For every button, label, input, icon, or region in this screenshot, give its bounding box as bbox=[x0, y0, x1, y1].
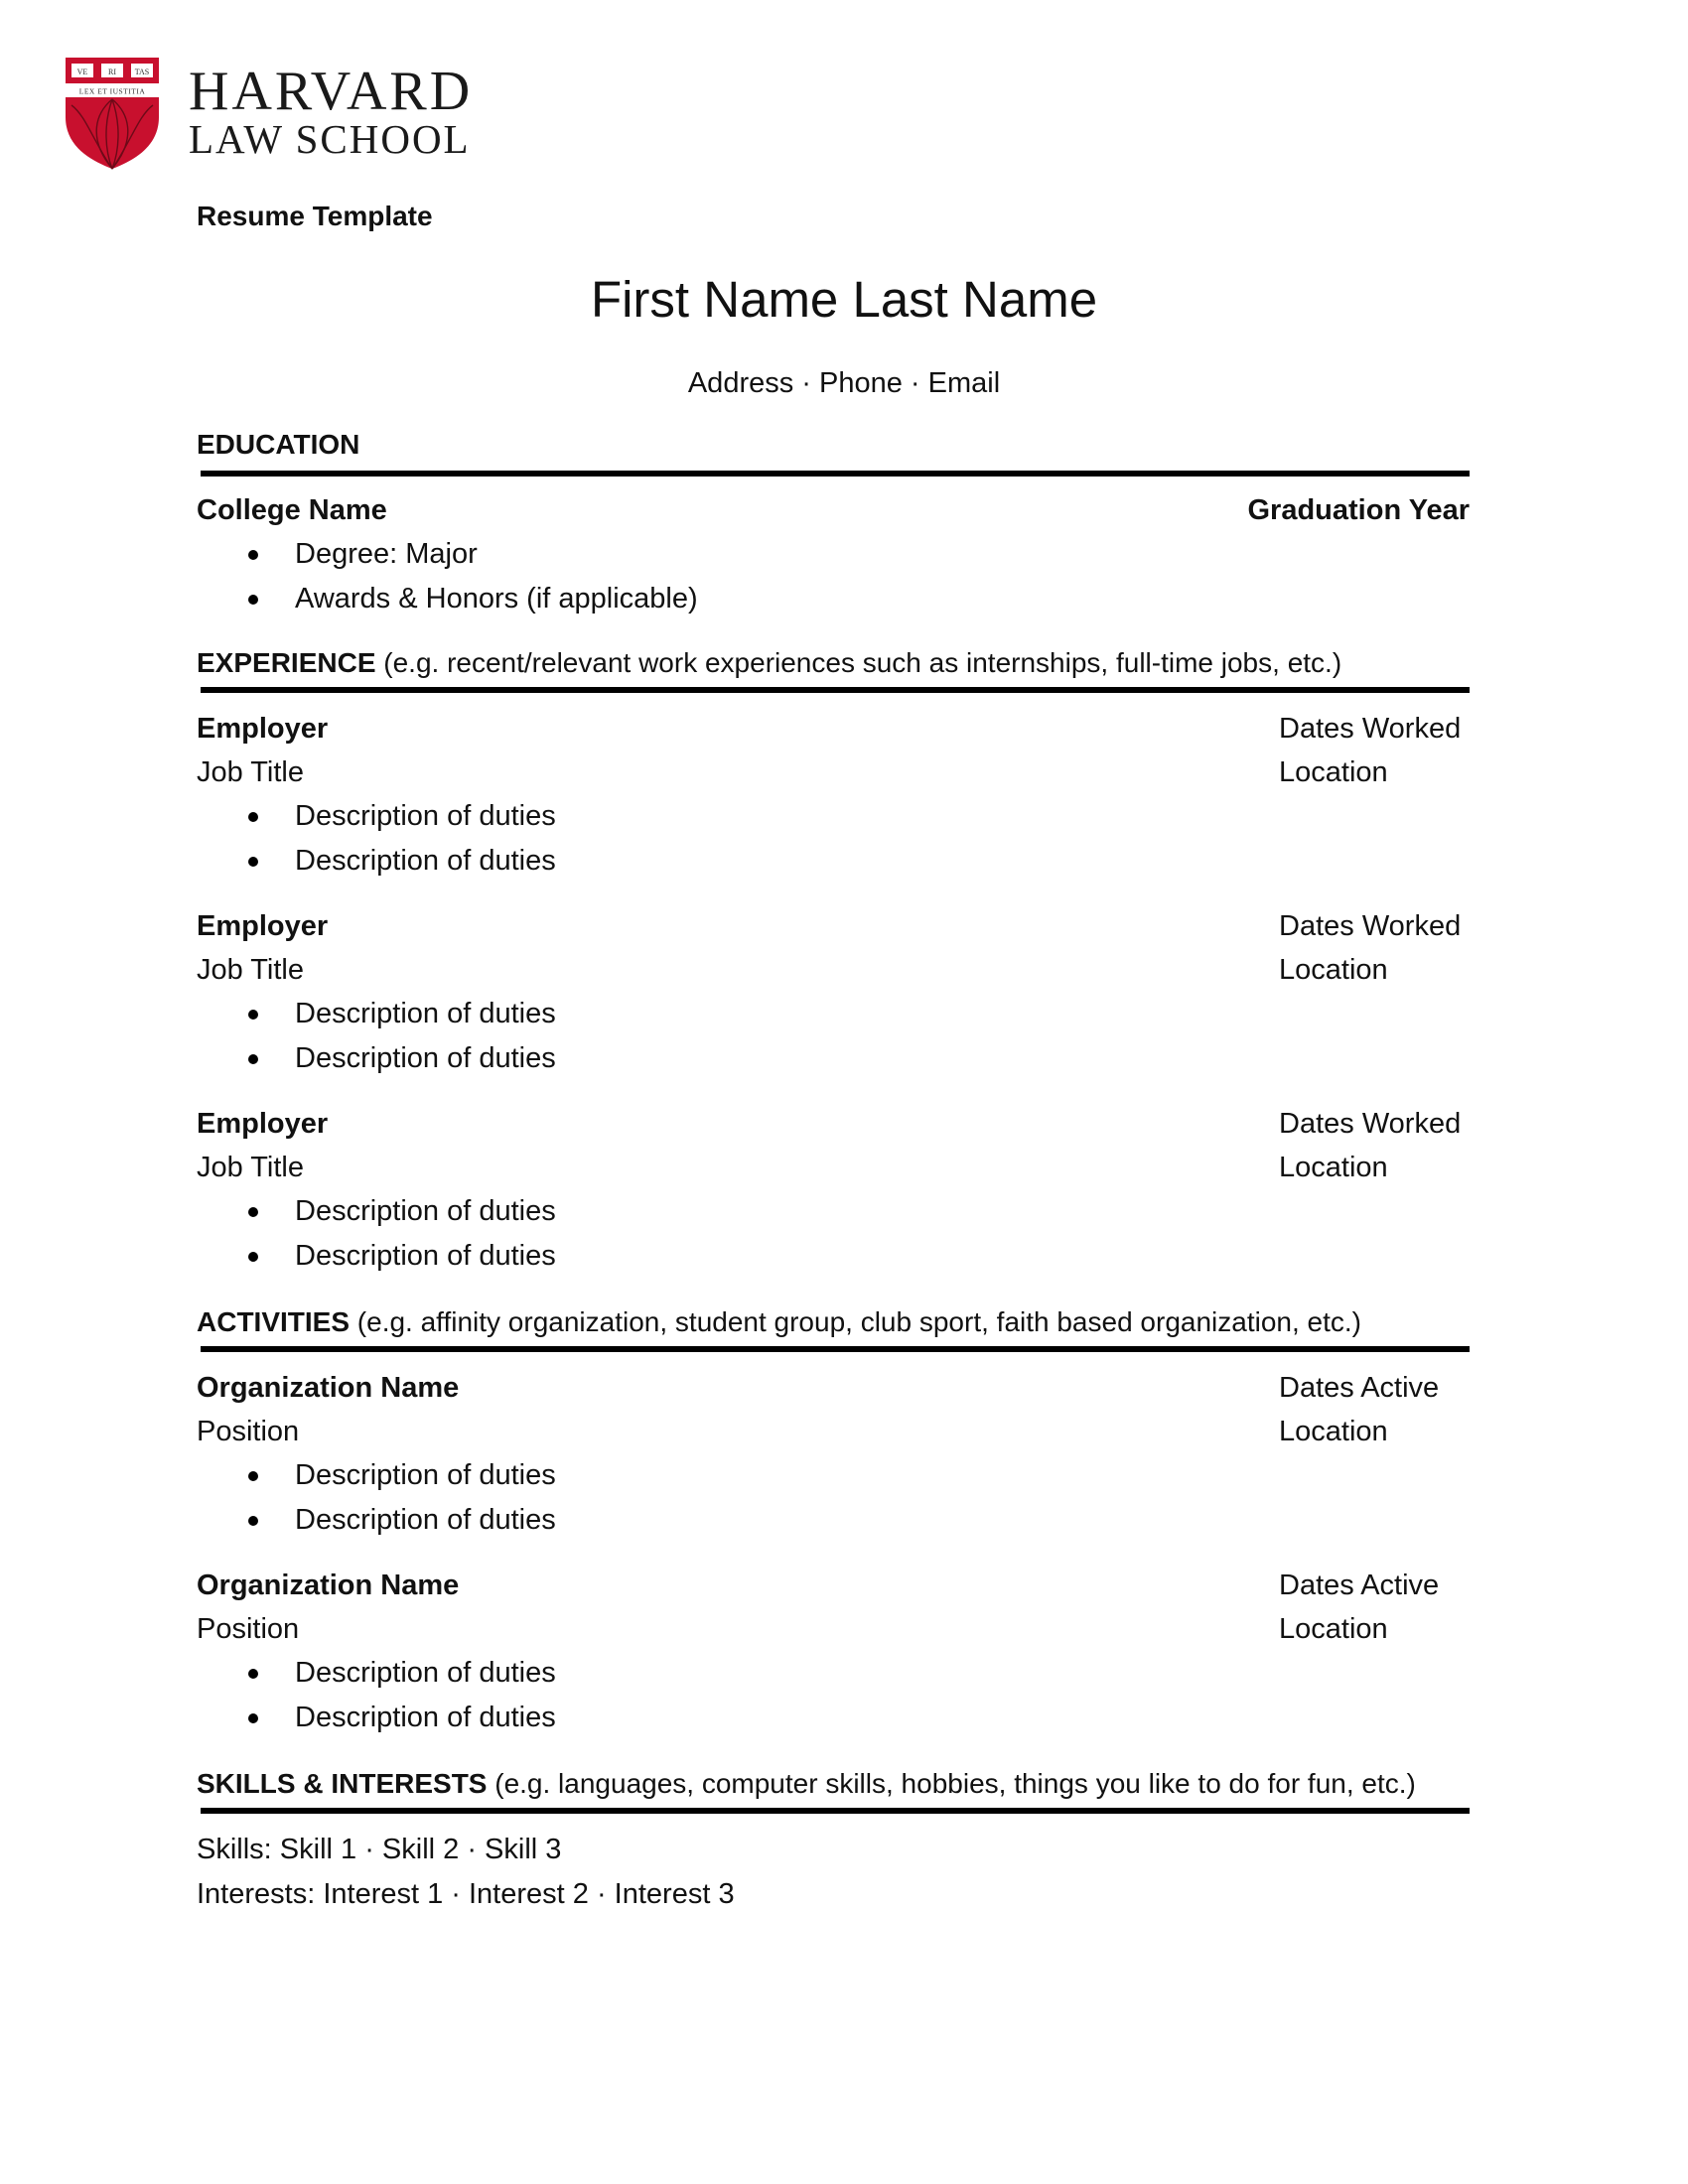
employer-name: Employer bbox=[197, 1108, 329, 1140]
location: Location bbox=[1279, 1416, 1388, 1447]
experience-entry bbox=[197, 904, 1470, 1081]
college-name: College Name bbox=[197, 494, 387, 526]
experience-entry bbox=[197, 707, 1470, 884]
dates-worked: Dates Worked bbox=[1279, 713, 1462, 745]
list-item: Description of duties bbox=[197, 1036, 1470, 1081]
job-title: Job Title bbox=[197, 1152, 304, 1183]
education-heading: EDUCATION bbox=[197, 429, 360, 460]
employer-name: Employer bbox=[197, 910, 329, 942]
organization-name: Organization Name bbox=[197, 1372, 460, 1404]
education-section bbox=[197, 429, 1470, 621]
logo-wordmark-law-school: LAW SCHOOL bbox=[189, 116, 471, 162]
list-item: Description of duties bbox=[197, 1651, 1470, 1696]
activities-heading: ACTIVITIES (e.g. affinity organization, student group, club sport, faith based organization, etc.) bbox=[197, 1306, 1361, 1337]
section-divider bbox=[201, 687, 1470, 693]
svg-text:RI: RI bbox=[108, 68, 116, 76]
logo-wordmark-harvard: HARVARD bbox=[189, 61, 474, 122]
graduation-year: Graduation Year bbox=[1247, 494, 1470, 526]
svg-text:TAS: TAS bbox=[134, 68, 150, 76]
list-item: Description of duties bbox=[197, 1498, 1470, 1543]
dates-active: Dates Active bbox=[1279, 1570, 1440, 1601]
location: Location bbox=[1279, 954, 1388, 986]
activities-section bbox=[197, 1306, 1470, 1740]
activity-entry bbox=[197, 1366, 1470, 1543]
location: Location bbox=[1279, 1613, 1388, 1645]
harvard-law-school-logo bbox=[64, 56, 473, 171]
skills-line: Skills: Skill 1 · Skill 2 · Skill 3 bbox=[197, 1834, 562, 1865]
position: Position bbox=[197, 1613, 300, 1645]
harvard-shield-icon bbox=[64, 56, 161, 171]
job-title: Job Title bbox=[197, 756, 304, 788]
svg-text:VE: VE bbox=[76, 68, 88, 76]
experience-heading: EXPERIENCE (e.g. recent/relevant work experiences such as internships, full-time jobs, etc.) bbox=[197, 647, 1342, 678]
dates-worked: Dates Worked bbox=[1279, 1108, 1462, 1140]
employer-name: Employer bbox=[197, 713, 329, 745]
list-item: Description of duties bbox=[197, 992, 1470, 1036]
job-title: Job Title bbox=[197, 954, 304, 986]
contact-line: Address · Phone · Email bbox=[687, 367, 1001, 399]
list-item: Description of duties bbox=[197, 1696, 1470, 1740]
experience-entry bbox=[197, 1102, 1470, 1279]
svg-text:LEX ET IUSTITIA: LEX ET IUSTITIA bbox=[78, 86, 146, 96]
list-item: Description of duties bbox=[197, 839, 1470, 884]
dates-active: Dates Active bbox=[1279, 1372, 1440, 1404]
education-entry-header bbox=[197, 488, 1470, 532]
skills-interests-section bbox=[197, 1768, 1470, 1917]
organization-name: Organization Name bbox=[197, 1570, 460, 1601]
list-item: Description of duties bbox=[197, 1189, 1470, 1234]
location: Location bbox=[1279, 756, 1388, 788]
location: Location bbox=[1279, 1152, 1388, 1183]
template-label: Resume Template bbox=[197, 201, 433, 231]
position: Position bbox=[197, 1416, 300, 1447]
section-divider bbox=[201, 1346, 1470, 1352]
skills-interests-heading: SKILLS & INTERESTS (e.g. languages, computer skills, hobbies, things you like to do for fun, etc.) bbox=[197, 1768, 1416, 1799]
list-item: Description of duties bbox=[197, 1453, 1470, 1498]
interests-line: Interests: Interest 1 · Interest 2 · Interest 3 bbox=[197, 1878, 735, 1910]
list-item: Description of duties bbox=[197, 794, 1470, 839]
list-item: Awards & Honors (if applicable) bbox=[197, 577, 1470, 621]
section-divider bbox=[201, 471, 1470, 477]
experience-section bbox=[197, 647, 1470, 1279]
section-divider bbox=[201, 1808, 1470, 1814]
candidate-name: First Name Last Name bbox=[590, 271, 1098, 328]
activity-entry bbox=[197, 1564, 1470, 1740]
list-item: Description of duties bbox=[197, 1234, 1470, 1279]
dates-worked: Dates Worked bbox=[1279, 910, 1462, 942]
list-item: Degree: Major bbox=[197, 532, 1470, 577]
